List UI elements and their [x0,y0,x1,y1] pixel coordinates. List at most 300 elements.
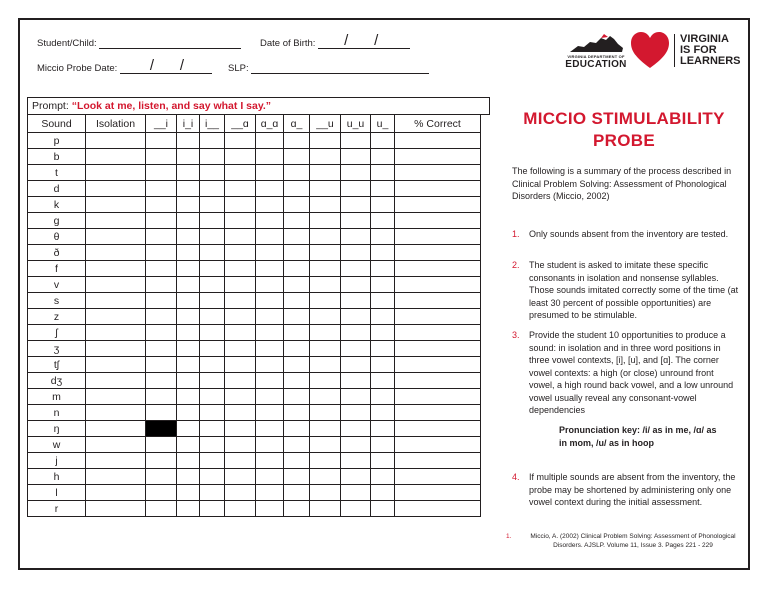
response-cell[interactable] [341,501,371,517]
response-cell[interactable] [284,197,310,213]
response-cell[interactable] [395,277,481,293]
response-cell[interactable] [395,229,481,245]
blacked-out-cell [146,421,177,437]
response-cell[interactable] [86,325,146,341]
response-cell[interactable] [177,501,200,517]
response-cell[interactable] [310,405,341,421]
sound-cell: m [28,389,86,405]
page-title [506,108,742,152]
response-cell[interactable] [86,213,146,229]
response-cell[interactable] [86,133,146,149]
response-cell[interactable] [146,245,177,261]
response-cell[interactable] [225,245,256,261]
response-cell[interactable] [284,229,310,245]
response-cell[interactable] [146,149,177,165]
response-cell[interactable] [395,485,481,501]
sound-cell: d [28,181,86,197]
response-cell[interactable] [256,373,284,389]
response-cell[interactable] [310,213,341,229]
response-cell[interactable] [395,165,481,181]
response-cell[interactable] [341,421,371,437]
response-cell[interactable] [284,213,310,229]
response-cell[interactable] [284,501,310,517]
vdoe-big-text: EDUCATION [565,59,627,70]
response-cell[interactable] [371,453,395,469]
response-cell[interactable] [225,357,256,373]
response-cell[interactable] [146,357,177,373]
response-cell[interactable] [146,501,177,517]
response-cell[interactable] [284,485,310,501]
response-cell[interactable] [200,453,225,469]
response-cell[interactable] [200,261,225,277]
response-cell[interactable] [86,373,146,389]
response-cell[interactable] [200,405,225,421]
response-cell[interactable] [225,421,256,437]
response-cell[interactable] [86,485,146,501]
response-cell[interactable] [341,309,371,325]
response-cell[interactable] [256,229,284,245]
response-cell[interactable] [200,325,225,341]
response-cell[interactable] [225,341,256,357]
response-cell[interactable] [256,293,284,309]
response-cell[interactable] [225,501,256,517]
sound-cell: g [28,213,86,229]
response-cell[interactable] [341,181,371,197]
response-cell[interactable] [341,149,371,165]
response-cell[interactable] [284,293,310,309]
response-cell[interactable] [146,277,177,293]
table-row [28,245,481,261]
response-cell[interactable] [284,389,310,405]
response-cell[interactable] [371,341,395,357]
response-cell[interactable] [341,357,371,373]
response-cell[interactable] [200,165,225,181]
step-3 [512,329,740,417]
prompt-text: “Look at me, listen, and say what I say.” [71,100,272,112]
response-cell[interactable] [341,325,371,341]
response-cell[interactable] [371,469,395,485]
response-cell[interactable] [310,421,341,437]
response-cell[interactable] [310,357,341,373]
response-cell[interactable] [177,261,200,277]
step-number: 3. [512,330,520,340]
response-cell[interactable] [256,213,284,229]
table-row [28,229,481,245]
response-cell[interactable] [310,389,341,405]
response-cell[interactable] [177,485,200,501]
response-cell[interactable] [200,357,225,373]
step-number: 4. [512,472,520,482]
response-cell[interactable] [341,341,371,357]
response-cell[interactable] [395,405,481,421]
response-cell[interactable] [371,421,395,437]
response-cell[interactable] [86,149,146,165]
response-cell[interactable] [371,325,395,341]
response-cell[interactable] [225,309,256,325]
response-cell[interactable] [86,341,146,357]
response-cell[interactable] [86,469,146,485]
response-cell[interactable] [146,485,177,501]
response-cell[interactable] [256,453,284,469]
table-header-row [28,115,481,133]
response-cell[interactable] [256,149,284,165]
response-cell[interactable] [225,261,256,277]
response-cell[interactable] [284,453,310,469]
response-cell[interactable] [371,485,395,501]
response-cell[interactable] [310,501,341,517]
dob-input-line[interactable] [318,32,410,49]
response-cell[interactable] [256,357,284,373]
response-cell[interactable] [310,437,341,453]
response-cell[interactable] [284,373,310,389]
response-cell[interactable] [86,197,146,213]
response-cell[interactable] [371,357,395,373]
response-cell[interactable] [256,181,284,197]
sound-cell: ŋ [28,421,86,437]
response-cell[interactable] [310,245,341,261]
response-cell[interactable] [200,421,225,437]
response-cell[interactable] [310,293,341,309]
response-cell[interactable] [256,469,284,485]
student-input-line[interactable] [99,37,241,49]
response-cell[interactable] [284,261,310,277]
response-cell[interactable] [256,341,284,357]
response-cell[interactable] [146,133,177,149]
response-cell[interactable] [146,453,177,469]
response-cell[interactable] [310,261,341,277]
response-cell[interactable] [310,277,341,293]
response-cell[interactable] [225,277,256,293]
response-cell[interactable] [177,149,200,165]
response-cell[interactable] [225,133,256,149]
response-cell[interactable] [146,469,177,485]
response-cell[interactable] [177,357,200,373]
slp-input-line[interactable] [251,62,429,74]
response-cell[interactable] [371,149,395,165]
response-cell[interactable] [395,261,481,277]
response-cell[interactable] [256,389,284,405]
response-cell[interactable] [200,133,225,149]
sound-cell: dʒ [28,373,86,389]
student-field [37,37,241,49]
response-cell[interactable] [225,181,256,197]
response-cell[interactable] [310,373,341,389]
response-cell[interactable] [310,165,341,181]
step-number: 2. [512,260,520,270]
response-cell[interactable] [146,389,177,405]
response-cell[interactable] [284,165,310,181]
response-cell[interactable] [284,421,310,437]
response-cell[interactable] [395,245,481,261]
response-cell[interactable] [177,245,200,261]
response-cell[interactable] [371,133,395,149]
response-cell[interactable] [341,437,371,453]
response-cell[interactable] [146,197,177,213]
response-cell[interactable] [284,437,310,453]
response-cell[interactable] [371,373,395,389]
response-cell[interactable] [200,469,225,485]
response-cell[interactable] [225,437,256,453]
response-cell[interactable] [310,133,341,149]
step-text: Only sounds absent from the inventory are tested. [529,229,729,239]
response-cell[interactable] [200,197,225,213]
response-cell[interactable] [371,261,395,277]
response-cell[interactable] [310,453,341,469]
response-cell[interactable] [200,389,225,405]
column-header: i_i [177,115,200,133]
response-cell[interactable] [146,373,177,389]
response-cell[interactable] [146,261,177,277]
response-cell[interactable] [177,373,200,389]
sound-cell: z [28,309,86,325]
response-cell[interactable] [256,405,284,421]
response-cell[interactable] [177,453,200,469]
response-cell[interactable] [371,501,395,517]
response-cell[interactable] [177,325,200,341]
response-cell[interactable] [200,501,225,517]
response-cell[interactable] [341,293,371,309]
response-cell[interactable] [341,261,371,277]
response-cell[interactable] [86,357,146,373]
response-cell[interactable] [310,469,341,485]
table-row [28,293,481,309]
response-cell[interactable] [284,149,310,165]
response-cell[interactable] [310,229,341,245]
response-cell[interactable] [146,309,177,325]
response-cell[interactable] [310,309,341,325]
response-cell[interactable] [395,341,481,357]
column-header: ɑ_ [284,115,310,133]
response-cell[interactable] [86,181,146,197]
response-cell[interactable] [256,421,284,437]
response-cell[interactable] [395,389,481,405]
response-cell[interactable] [225,197,256,213]
response-cell[interactable] [395,373,481,389]
response-cell[interactable] [284,405,310,421]
response-cell[interactable] [177,437,200,453]
response-cell[interactable] [284,277,310,293]
response-cell[interactable] [310,181,341,197]
response-cell[interactable] [284,133,310,149]
response-cell[interactable] [256,485,284,501]
response-cell[interactable] [200,373,225,389]
response-cell[interactable] [177,229,200,245]
response-cell[interactable] [225,373,256,389]
response-cell[interactable] [200,309,225,325]
response-cell[interactable] [395,213,481,229]
response-cell[interactable] [371,309,395,325]
response-cell[interactable] [284,245,310,261]
response-cell[interactable] [200,293,225,309]
response-cell[interactable] [86,277,146,293]
response-cell[interactable] [371,293,395,309]
response-cell[interactable] [256,501,284,517]
response-cell[interactable] [310,485,341,501]
response-cell[interactable] [146,229,177,245]
response-cell[interactable] [256,277,284,293]
response-cell[interactable] [284,357,310,373]
response-cell[interactable] [86,405,146,421]
response-cell[interactable] [341,453,371,469]
response-cell[interactable] [371,405,395,421]
response-cell[interactable] [86,453,146,469]
response-cell[interactable] [256,165,284,181]
response-cell[interactable] [200,341,225,357]
response-cell[interactable] [341,197,371,213]
response-cell[interactable] [200,149,225,165]
response-cell[interactable] [225,165,256,181]
response-cell[interactable] [200,229,225,245]
response-cell[interactable] [177,213,200,229]
response-cell[interactable] [86,309,146,325]
response-cell[interactable] [86,261,146,277]
response-cell[interactable] [310,341,341,357]
response-cell[interactable] [200,213,225,229]
response-cell[interactable] [395,309,481,325]
response-cell[interactable] [284,181,310,197]
response-cell[interactable] [395,357,481,373]
response-cell[interactable] [225,325,256,341]
intro-paragraph: The following is a summary of the process described in Clinical Problem Solving: Assessment of Phonological Disorders (Miccio, 2002) [512,166,732,201]
probe-date-input-line[interactable] [120,57,212,74]
response-cell[interactable] [371,389,395,405]
response-cell[interactable] [86,437,146,453]
response-cell[interactable] [310,149,341,165]
response-cell[interactable] [225,213,256,229]
response-cell[interactable] [86,165,146,181]
response-cell[interactable] [310,325,341,341]
response-cell[interactable] [395,325,481,341]
sound-cell: w [28,437,86,453]
response-cell[interactable] [86,501,146,517]
response-cell[interactable] [341,245,371,261]
response-cell[interactable] [341,405,371,421]
response-cell[interactable] [200,485,225,501]
response-cell[interactable] [395,453,481,469]
response-cell[interactable] [177,469,200,485]
response-cell[interactable] [177,389,200,405]
response-cell[interactable] [225,469,256,485]
response-cell[interactable] [371,229,395,245]
response-cell[interactable] [225,405,256,421]
step-text: Provide the student 10 opportunities to produce a sound: in isolation and in three word positions in three vowel contexts, [i], [u], and [ɑ]. The corner vowel contexts: a high (or close) unround front vowel, a high round back vowel, and a low unround vowel usually reveal any consonant-vowel dependencies [529,330,734,415]
response-cell[interactable] [371,165,395,181]
response-cell[interactable] [86,245,146,261]
response-cell[interactable] [341,469,371,485]
response-cell[interactable] [310,197,341,213]
response-cell[interactable] [146,181,177,197]
response-cell[interactable] [395,181,481,197]
response-cell[interactable] [395,421,481,437]
response-cell[interactable] [341,373,371,389]
response-cell[interactable] [200,277,225,293]
date-slash: / [374,32,379,49]
response-cell[interactable] [371,437,395,453]
response-cell[interactable] [371,197,395,213]
response-cell[interactable] [284,469,310,485]
response-cell[interactable] [146,165,177,181]
response-cell[interactable] [395,293,481,309]
response-cell[interactable] [177,293,200,309]
response-cell[interactable] [146,405,177,421]
response-cell[interactable] [341,277,371,293]
prompt-row [27,97,490,115]
response-cell[interactable] [200,181,225,197]
response-cell[interactable] [256,325,284,341]
response-cell[interactable] [395,501,481,517]
response-cell[interactable] [146,293,177,309]
response-cell[interactable] [177,341,200,357]
response-cell[interactable] [256,261,284,277]
table-row [28,181,481,197]
response-cell[interactable] [256,245,284,261]
response-cell[interactable] [177,309,200,325]
response-cell[interactable] [177,277,200,293]
response-cell[interactable] [256,197,284,213]
response-cell[interactable] [256,309,284,325]
response-cell[interactable] [177,405,200,421]
response-cell[interactable] [200,245,225,261]
response-cell[interactable] [225,453,256,469]
response-cell[interactable] [395,197,481,213]
response-cell[interactable] [284,325,310,341]
response-cell[interactable] [395,437,481,453]
response-cell[interactable] [341,213,371,229]
response-cell[interactable] [146,341,177,357]
response-cell[interactable] [371,181,395,197]
response-cell[interactable] [177,181,200,197]
response-cell[interactable] [341,389,371,405]
table-row [28,325,481,341]
response-cell[interactable] [177,197,200,213]
response-cell[interactable] [341,165,371,181]
response-cell[interactable] [284,341,310,357]
response-cell[interactable] [86,229,146,245]
response-cell[interactable] [256,437,284,453]
sound-cell: n [28,405,86,421]
response-cell[interactable] [225,389,256,405]
response-cell[interactable] [177,133,200,149]
response-cell[interactable] [200,437,225,453]
sound-cell: ð [28,245,86,261]
response-cell[interactable] [86,293,146,309]
response-cell[interactable] [225,293,256,309]
response-cell[interactable] [177,165,200,181]
response-cell[interactable] [371,213,395,229]
response-cell[interactable] [86,389,146,405]
response-cell[interactable] [146,213,177,229]
response-cell[interactable] [225,229,256,245]
table-row [28,405,481,421]
response-cell[interactable] [86,421,146,437]
response-cell[interactable] [341,133,371,149]
response-cell[interactable] [371,245,395,261]
response-cell[interactable] [395,149,481,165]
response-cell[interactable] [146,437,177,453]
response-cell[interactable] [146,325,177,341]
response-cell[interactable] [341,229,371,245]
response-cell[interactable] [225,485,256,501]
response-cell[interactable] [395,133,481,149]
response-cell[interactable] [371,277,395,293]
response-cell[interactable] [341,485,371,501]
response-cell[interactable] [256,133,284,149]
response-cell[interactable] [225,149,256,165]
response-cell[interactable] [284,309,310,325]
response-cell[interactable] [395,469,481,485]
sound-cell: f [28,261,86,277]
response-cell[interactable] [177,421,200,437]
